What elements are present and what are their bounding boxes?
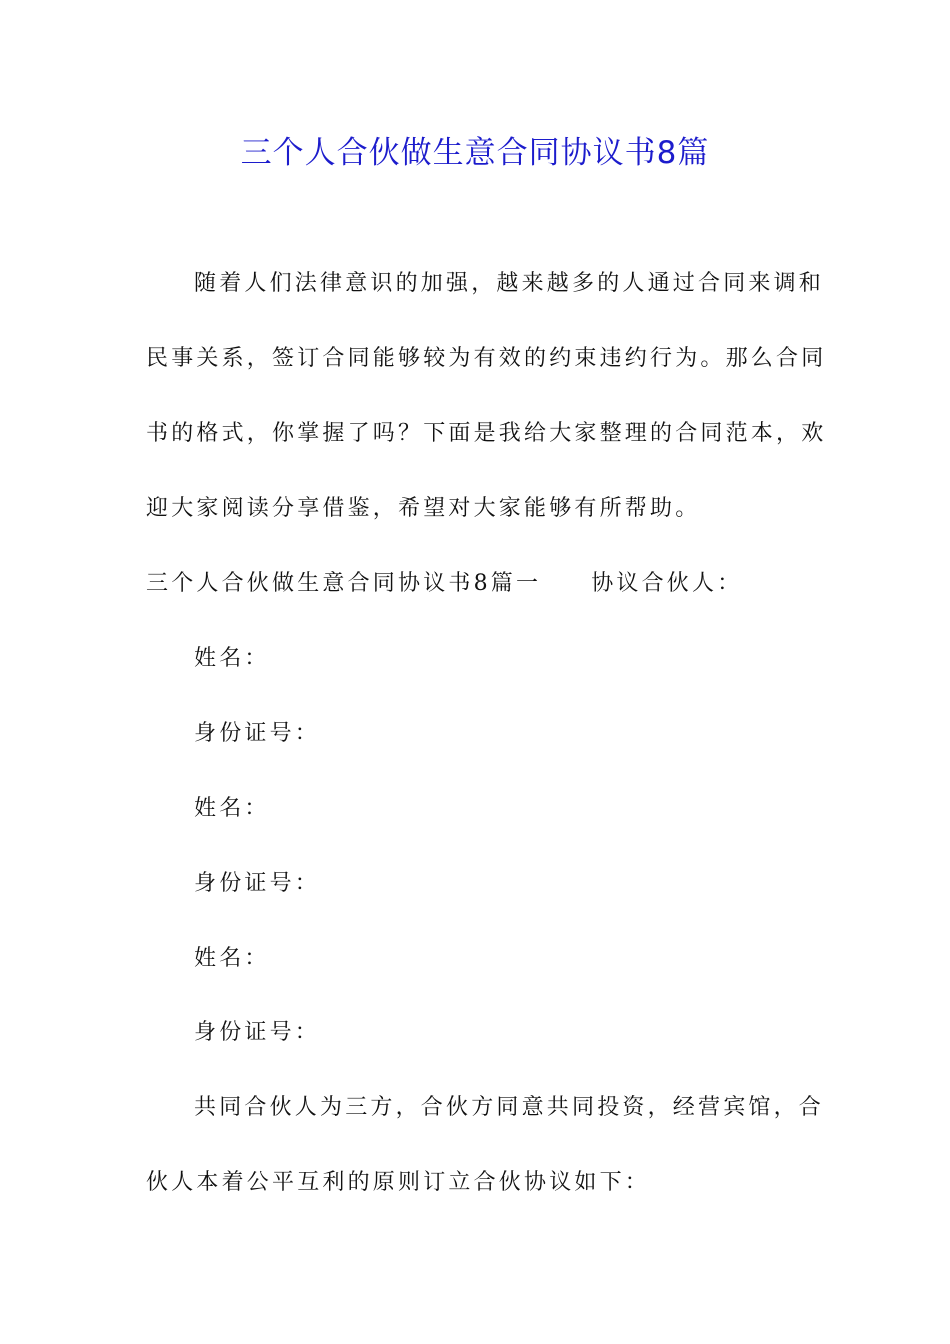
section-subheading: 协议合伙人： [591,571,743,596]
party-id-field: 身份证号： [194,871,321,896]
intro-line: 民事关系，签订合同能够较为有效的约束违约行为。那么合同 [146,346,827,371]
body-line: 共同合伙人为三方，合伙方同意共同投资，经营宾馆，合 [194,1095,825,1120]
intro-line: 迎大家阅读分享借鉴，希望对大家能够有所帮助。 [146,496,701,521]
section-heading: 三个人合伙做生意合同协议书8篇一 [146,571,542,596]
party-id-field: 身份证号： [194,1020,321,1045]
intro-line: 随着人们法律意识的加强，越来越多的人通过合同来调和 [194,271,825,296]
body-line: 伙人本着公平互利的原则订立合伙协议如下： [146,1170,651,1195]
section-heading-line [146,566,742,602]
party-id-field: 身份证号： [194,721,321,746]
party-name-field: 姓名： [194,796,270,821]
party-name-field: 姓名： [194,646,270,671]
document-title: 三个人合伙做生意合同协议书8篇 [240,135,710,171]
party-name-field: 姓名： [194,946,270,971]
intro-line: 书的格式，你掌握了吗？下面是我给大家整理的合同范本，欢 [146,421,827,446]
